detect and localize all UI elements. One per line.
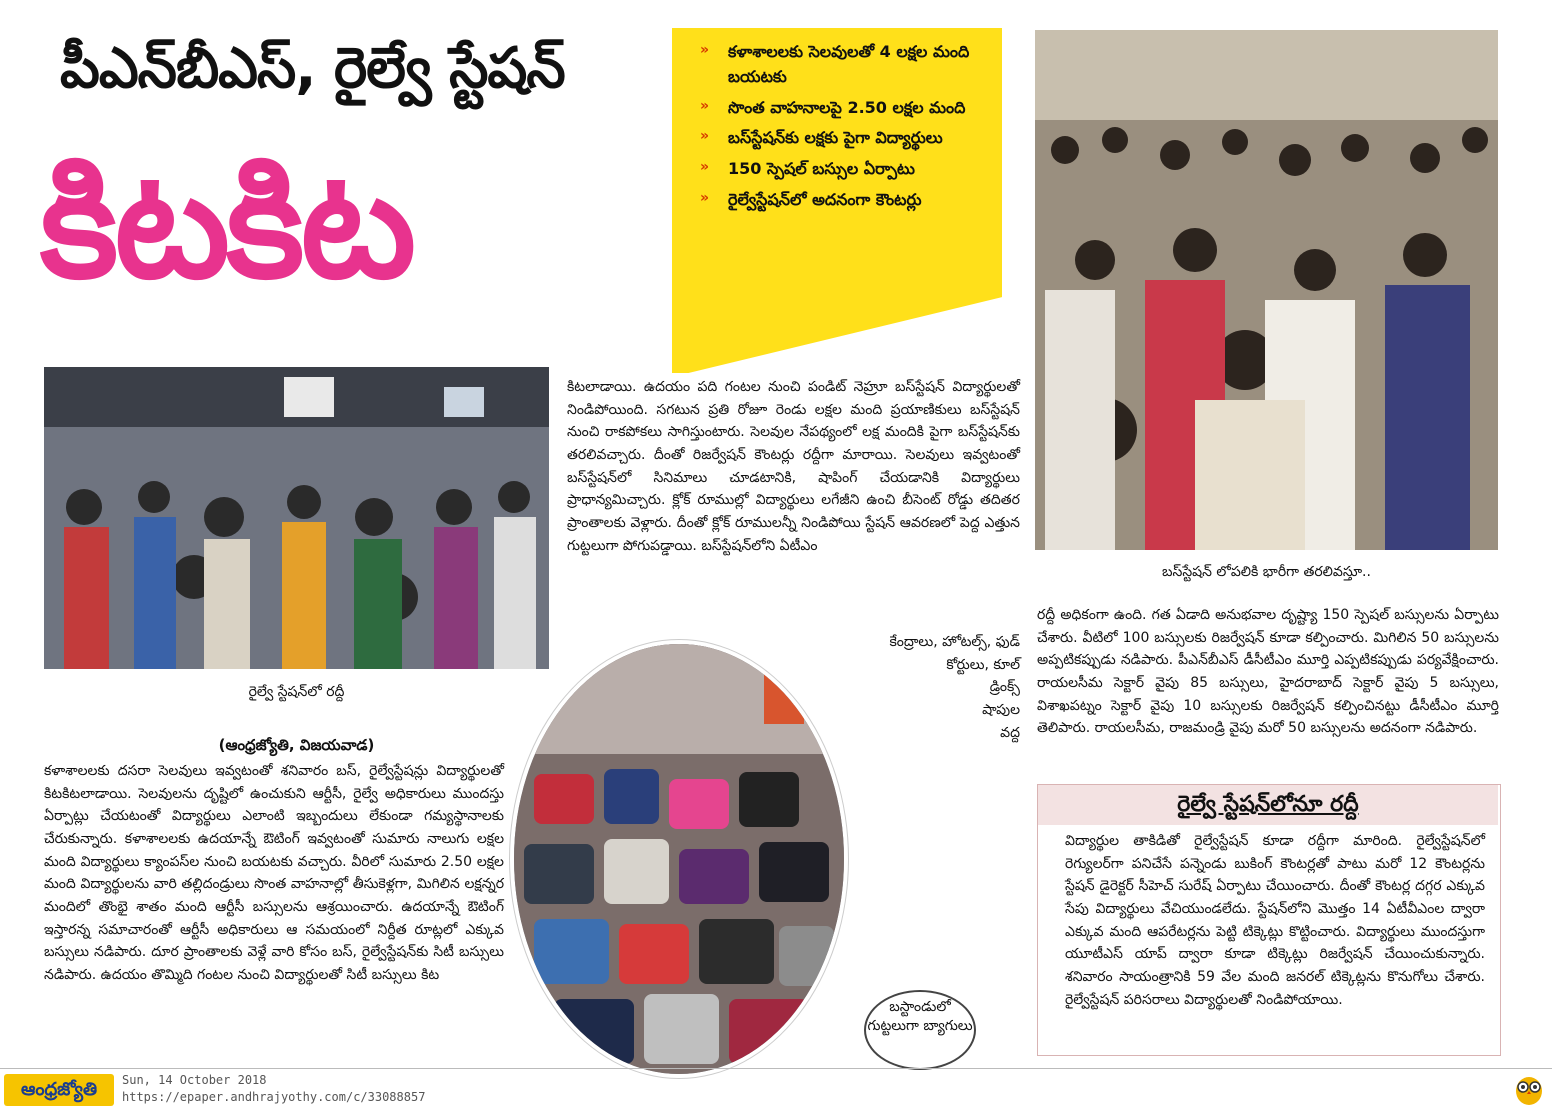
footer-date: Sun, 14 October 2018 [122,1073,267,1087]
headline-line2: కిటకిట [40,138,413,312]
double-chevron-icon: » [700,159,710,176]
highlight-item: » బస్‌స్టేషన్‌కు లక్షకు పైగా విద్యార్థులు [700,128,943,148]
owl-icon[interactable] [1512,1072,1546,1106]
article-column-1: కళాశాలలకు దసరా సెలవులు ఇవ్వటంతో శనివారం బస్‌, రైల్వేస్టేషన్లు విద్యార్థులతో కిటకిటలాడాయి. సెలవులను దృష్టిలో ఉంచుకుని ఆర్టీసీ, రైల్వే అధికారులు ముందస్తు ఏర్పాట్లు చేయటంతో విద్యార్థులు ఎలాంటి ఇబ్బందులు లేకుండా గమ్యస్థానాలకు చేరుకున్నారు. కళాశాలలకు ఉదయాన్నే ఔటింగ్‌ ఇవ్వటంతో సుమారు నాలుగు లక్షల మంది విద్యార్థులు క్యాంపస్‌ల నుంచి బయటకు వచ్చారు. వీరిలో సుమారు 2.50 లక్షల మంది విద్యార్థులను వారి తల్లిదండ్రులు సొంత వాహనాల్లో తీసుకెళ్లగా, మిగిలిన లక్షన్నర మందిలో తొంభై శాతం మంది ఆర్టీసీ బస్సులను ఆశ్రయించారు. ఉదయాన్నే ఔటింగ్‌ ఇస్తారన్న సమాచారంతో ఆర్టీసీ అధికారులు ఆ సమయంలో నిర్దీత రూట్లలో ఎక్కువ బస్సులు నడిపారు. దూర ప్రాంతాలకు వెళ్లే వారి కోసం బస్‌, రైల్వేస్టేషన్‌కు సిటీ బస్సులు నడిపారు. ఉదయం తొమ్మిది గంటల నుంచి విద్యార్థులతో సిటీ బస్సులు కిట [44,763,504,984]
sidebar-text: విద్యార్థుల తాకిడితో రైల్వేస్టేషన్‌ కూడా రద్దీగా మారింది. రైల్వేస్టేషన్‌లో రెగ్యులర్‌గా పనిచేసే పన్నెండు బుకింగ్‌ కౌంటర్లతో పాటు మరో 12 కౌంటర్లను స్టేషన్‌ డైరెక్టర్‌ సీహెచ్‌ సురేష్‌ ఏర్పాటు చేయించారు. దీంతో కౌంటర్ల దగ్గర ఎక్కువ సేపు విద్యార్థులు వేచియుండలేదు. స్టేషన్‌లోని మొత్తం 14 ఏటీవీఎంల ద్వారా ఎక్కువ మంది ఆపరేటర్లను పెట్టి టిక్కెట్లు కొట్టించారు. విద్యార్థులు ముందస్తుగా యూటీఎస్‌ యాప్‌ ద్వారా కూడా టిక్కెట్లు రిజర్వేషన్‌ చేయించుకున్నారు. శనివారం సాయంత్రానికి 59 వేల మంది జనరల్‌ టిక్కెట్లను కొనుగోలు చేశారు. రైల్వేస్టేషన్‌ పరిసరాలు విద్యార్థులతో నిండిపోయాయి. [1065,833,1485,1008]
railway-photo-caption: రైల్వే స్టేషన్‌లో రద్దీ [248,684,345,700]
bus-station-photo-caption: బస్‌స్టేషన్‌ లోపలికి భారీగా తరలివస్తూ.. [1162,564,1371,580]
railway-station-photo [44,367,549,669]
highlight-item: » 150 స్పెషల్‌ బస్సుల ఏర్పాటు [700,159,915,179]
sidebar-heading: రైల్వే స్టేషన్‌లోనూ రద్దీ [1038,785,1498,825]
highlight-item: » రైల్వేస్టేషన్‌లో అదనంగా కౌంటర్లు [700,189,922,209]
dateline: (ఆంధ్రజ్యోతి, విజయవాడ) [218,736,375,754]
highlight-item: » సొంత వాహనాలపై 2.50 లక్షల మంది [700,97,966,117]
bus-station-photo [1035,30,1498,550]
andhrajyothy-logo: ఆంధ్రజ్యోతి [4,1074,114,1106]
article-column-3: రద్దీ అధికంగా ఉంది. గత ఏడాది అనుభవాల దృష్ట్యా 150 స్పెషల్‌ బస్సులను ఏర్పాటు చేశారు. వీటిలో 100 బస్సులకు రిజర్వేషన్‌ కూడా కల్పించారు. మిగిలిన 50 బస్సులను అప్పటికప్పుడు నడిపారు. పీఎన్‌బీఎస్‌ డీసీటీఎం మూర్తి ఎప్పటికప్పుడు పర్యవేక్షించారు. రాయలసీమ సెక్టార్‌ వైపు 85 బస్సులు, హైదరాబాద్‌ సెక్టార్‌ వైపు 5 బస్సులు, విశాఖపట్నం సెక్టార్‌ వైపు 10 బస్సులకు రిజర్వేషన్‌ కల్పించినట్టు డీసీటీఎం మూర్తి తెలిపారు. రాయలసీమ, రాజమండ్రి వైపు మరో 50 బస్సులను అదనంగా నడిపారు. [1037,607,1499,737]
double-chevron-icon: » [700,42,710,58]
bags-photo-caption: బస్టాండులో గుట్టలుగా బ్యాగులు [864,990,976,1070]
footer-meta [122,1072,425,1107]
double-chevron-icon: » [700,128,710,145]
bags-photo [510,640,848,1078]
highlights-list [700,40,1000,219]
double-chevron-icon: » [700,189,710,206]
article-column-2: కిటలాడాయి. ఉదయం పది గంటల నుంచి పండిట్‌ నెహ్రూ బస్‌స్టేషన్‌ విద్యార్థులతో నిండిపోయింది. సగటున ప్రతి రోజూ రెండు లక్షల మంది ప్రయాణికులు బస్‌స్టేషన్‌ నుంచి రాకపోకలు సాగిస్తుంటారు. సెలవుల నేపథ్యంలో లక్ష మందికి పైగా బస్‌స్టేషన్‌కు తరలివచ్చారు. దీంతో రిజర్వేషన్‌ కౌంటర్లు రద్దీగా మారాయి. సెలవులు ఇవ్వటంతో బస్‌స్టేషన్‌లో సినిమాలు చూడటానికి, షాపింగ్‌ చేయడానికి విద్యార్థులు ప్రాధాన్యమిచ్చారు. క్లోక్‌ రూముల్లో విద్యార్థులు లగేజీని ఉంచి బీసెంట్‌ రోడ్డు తదితర ప్రాంతాలకు వెళ్లారు. దీంతో క్లోక్‌ రూములన్నీ నిండిపోయి స్టేషన్‌ ఆవరణలో పెద్ద ఎత్తున గుట్టలుగా పోగుపడ్డాయి. బస్‌స్టేషన్‌లోని ఏటీఎం [567,379,1020,554]
highlight-item: » కళాశాలలకు సెలవులతో 4 లక్షల మంది బయటకు [700,42,970,86]
double-chevron-icon: » [700,97,710,114]
footer-url[interactable]: https://epaper.andhrajyothy.com/c/33088857 [122,1090,426,1105]
article-column-2-tail: కేంద్రాలు, హోటల్స్‌, ఫుడ్‌ కోర్టులు, కూల్‌ డ్రింక్స్‌ షాపుల వద్ద [889,634,1020,741]
headline-line1: పీఎన్‌బీఎస్‌, రైల్వే స్టేషన్‌ [60,36,565,101]
